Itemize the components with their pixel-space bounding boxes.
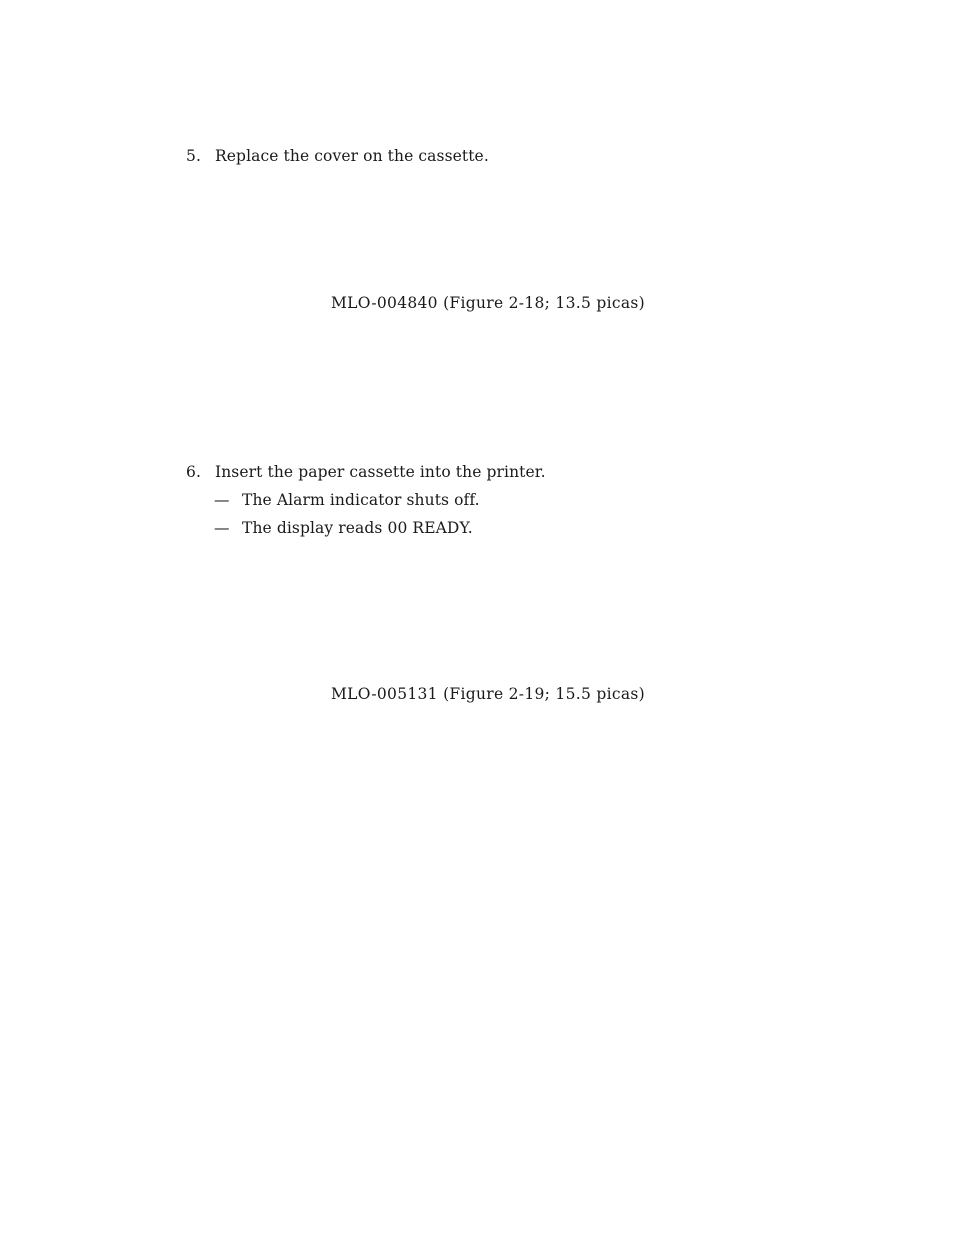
result-text: The display reads 00 READY. <box>242 519 473 537</box>
step-number: 6. <box>186 463 201 481</box>
step-number: 5. <box>186 147 201 165</box>
step-text: Replace the cover on the cassette. <box>215 147 489 165</box>
em-dash-bullet: — <box>214 491 230 509</box>
step-text: Insert the paper cassette into the printer. <box>215 463 546 481</box>
em-dash-bullet: — <box>214 519 230 537</box>
figure-2-18-placeholder <box>331 293 645 313</box>
figure-caption: MLO-004840 (Figure 2-18; 13.5 picas) <box>331 294 645 312</box>
figure-2-19-placeholder <box>331 684 645 704</box>
result-text: The Alarm indicator shuts off. <box>242 491 480 509</box>
figure-caption: MLO-005131 (Figure 2-19; 15.5 picas) <box>331 685 645 703</box>
